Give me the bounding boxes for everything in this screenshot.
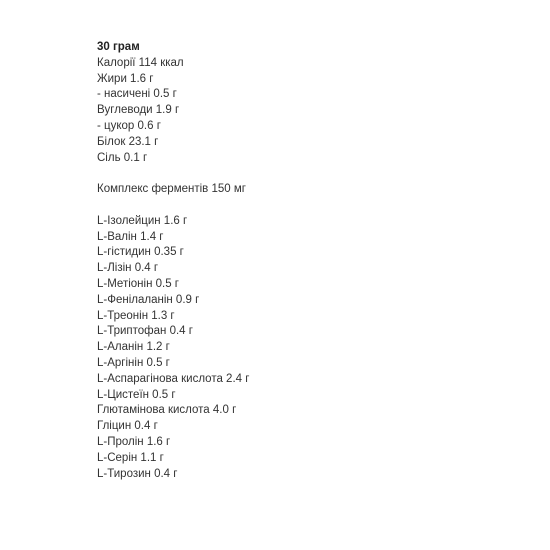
amino-acid-item: L-Валін 1.4 г	[97, 230, 164, 243]
amino-acid-item: L-гістидин 0.35 г	[97, 246, 184, 259]
amino-acid-item: L-Цистеїн 0.5 г	[97, 388, 176, 401]
amino-acid-item: L-Фенілаланін 0.9 г	[97, 293, 200, 306]
nutrition-list	[97, 56, 517, 167]
amino-acid-item: L-Аланін 1.2 г	[97, 341, 170, 354]
nutrition-item: Білок 23.1 г	[97, 135, 159, 148]
serving-size-title: 30 грам	[97, 41, 140, 53]
spacer	[97, 166, 517, 182]
nutrition-item: - насичені 0.5 г	[97, 88, 177, 101]
amino-acid-item: Глютамінова кислота 4.0 г	[97, 404, 237, 417]
amino-acid-list	[97, 214, 517, 483]
spacer	[97, 198, 517, 214]
amino-acid-item: L-Аргінін 0.5 г	[97, 356, 170, 369]
nutrition-item: Калорії 114 ккал	[97, 56, 184, 69]
nutrition-item: - цукор 0.6 г	[97, 119, 161, 132]
amino-acid-item: L-Ізолейцин 1.6 г	[97, 214, 188, 227]
nutrition-item: Вуглеводи 1.9 г	[97, 104, 180, 117]
nutrition-item: Жири 1.6 г	[97, 72, 154, 85]
amino-acid-item: L-Тирозин 0.4 г	[97, 467, 178, 480]
amino-acid-item: Гліцин 0.4 г	[97, 420, 158, 433]
nutrition-facts	[97, 40, 517, 482]
amino-acid-item: L-Серін 1.1 г	[97, 451, 164, 464]
amino-acid-item: L-Пролін 1.6 г	[97, 435, 171, 448]
amino-acid-item: L-Треонін 1.3 г	[97, 309, 175, 322]
amino-acid-item: L-Метіонін 0.5 г	[97, 277, 179, 290]
amino-acid-item: L-Лізін 0.4 г	[97, 262, 159, 275]
amino-acid-item: L-Аспарагінова кислота 2.4 г	[97, 372, 250, 385]
enzyme-complex: Комплекс ферментів 150 мг	[97, 183, 246, 196]
amino-acid-item: L-Триптофан 0.4 г	[97, 325, 193, 338]
nutrition-item: Сіль 0.1 г	[97, 151, 148, 164]
